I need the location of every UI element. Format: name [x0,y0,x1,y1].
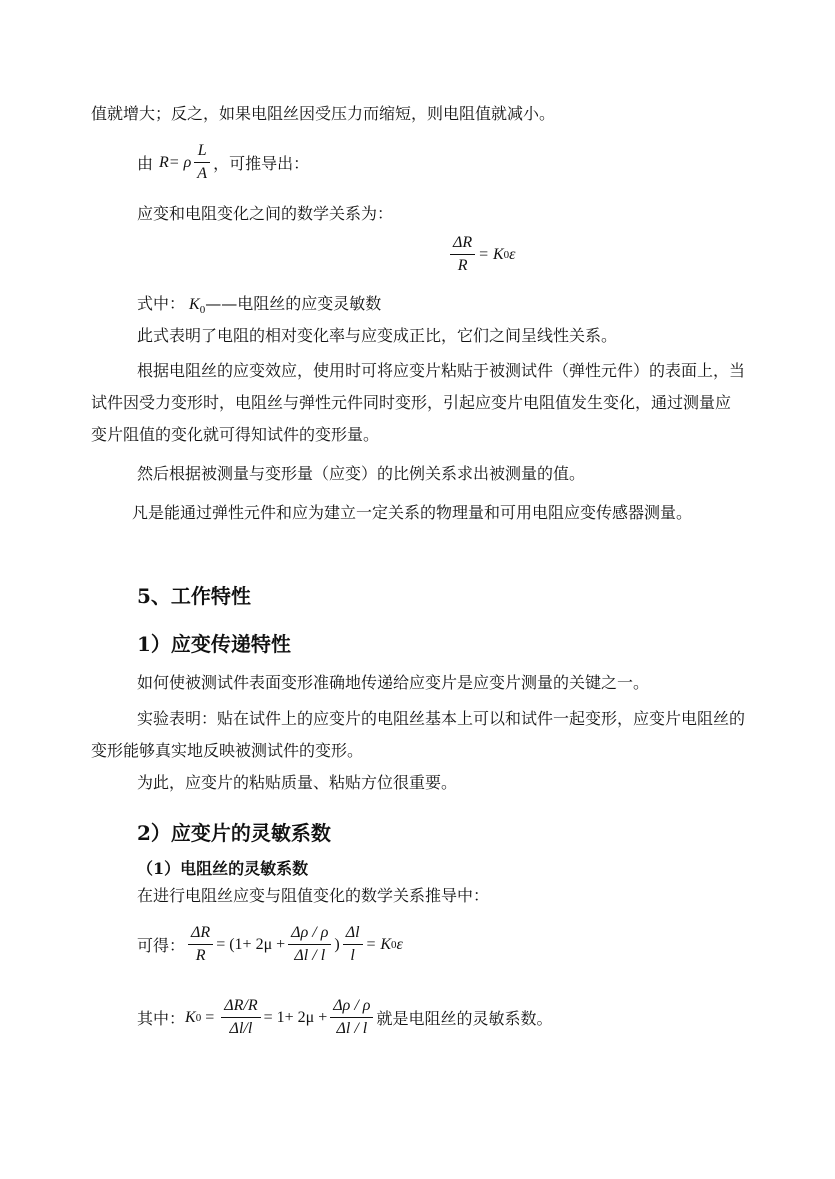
where-k: K [189,296,200,313]
fraction-drho-over-dl [288,922,331,967]
paragraph-how: 如何使被测试件表面变形准确地传递给应变片是应变片测量的关键之一。 [137,673,650,692]
fraction-numerator: L [194,140,210,163]
equation-prefix: 可得： [137,936,186,955]
fraction-denominator: Δl / l [294,947,326,964]
equation-gauge-factor [137,995,552,1040]
fraction-l-over-a [194,140,210,185]
equation-prefix: 其中： [137,1009,186,1028]
equation-k: K [185,1008,196,1026]
fraction-dr-over-r [188,922,213,967]
equation-end-sub: 0 [391,938,397,951]
equation-mid: = 1+ 2μ + [263,1008,328,1026]
where-line [137,294,381,320]
paragraph-linear: 此式表明了电阻的相对变化率与应变成正比，它们之间呈线性关系。 [137,326,618,345]
heading-strain-transfer: 1）应变传递特性 [137,632,291,656]
equation-close: ) [334,935,340,953]
paragraph-continuation: 值就增大；反之，如果电阻丝因受压力而缩短，则电阻值就减小。 [91,104,556,123]
equation-mid: = (1+ 2μ + [216,935,286,953]
heading-gauge-factor: 2）应变片的灵敏系数 [137,821,331,845]
formula-resistance [137,140,309,185]
formula-suffix: ，可推导出： [213,154,310,173]
fraction-denominator: R [195,947,206,964]
fraction-numerator: Δl [343,922,363,945]
fraction-dr-over-r [450,232,475,277]
where-k-sub: 0 [199,304,206,317]
paragraph-experiment: 实验表明：贴在试件上的应变片的电阻丝基本上可以和试件一起变形，应变片电阻丝的变形能够真实地反映被测试件的变形。 [91,709,746,760]
fraction-numerator: ΔR [450,232,475,255]
equation-end-k: = K [365,935,392,953]
fraction-denominator: l [350,947,355,964]
fraction-numerator: Δρ / ρ [330,995,373,1018]
paragraph-apply: 根据电阻丝的应变效应，使用时可将应变片粘贴于被测试件（弹性元件）的表面上，当试件因受力变形时，电阻丝与弹性元件同时变形，引起应变片电阻值发生变化，通过测量应变片阻值的变化就可得知试件的变形量。 [91,361,746,444]
fraction-numerator: ΔR/R [221,995,260,1018]
equation-rhs-k: = K [478,245,504,263]
formula-lhs: R [159,153,169,171]
heading-working-characteristics: 5、工作特性 [137,584,251,608]
paragraph-derivation: 在进行电阻丝应变与阻值变化的数学关系推导中： [137,886,490,905]
fraction-denominator: R [457,257,468,274]
equation-rhs-sub: 0 [503,248,510,261]
where-text: ——电阻丝的应变灵敏数 [205,294,382,313]
paragraph-then: 然后根据被测量与变形量（应变）的比例关系求出被测量的值。 [137,464,586,483]
fraction-drho-over-dl [330,995,373,1040]
fraction-denominator: Δl / l [336,1020,368,1037]
equation-suffix: 就是电阻丝的灵敏系数。 [376,1009,553,1028]
fraction-denominator: A [197,165,208,182]
paragraph-thus: 为此，应变片的粘贴质量、粘贴方位很重要。 [137,773,458,792]
fraction-numerator: ΔR [188,922,213,945]
equation-derived [137,922,403,967]
heading-wire-gauge-factor: （1）电阻丝的灵敏系数 [137,859,309,878]
equation-rhs-eps: ε [509,245,516,263]
equation-main [447,232,515,277]
fraction-dl-over-l [343,922,363,967]
equation-k-sub: 0 [195,1011,202,1024]
formula-prefix: 由 [137,154,154,173]
equation-end-eps: ε [396,935,403,953]
fraction-numerator: Δρ / ρ [288,922,331,945]
equation-eq: = [205,1008,215,1026]
formula-eq-rho: = ρ [168,153,192,171]
paragraph-any: 凡是能通过弹性元件和应为建立一定关系的物理量和可用电阻应变传感器测量。 [132,503,693,522]
fraction-denominator: Δl/l [229,1020,253,1037]
fraction-relative-r-over-relative-l [221,995,260,1040]
paragraph-relation: 应变和电阻变化之间的数学关系为： [137,204,394,223]
where-prefix: 式中： [137,294,186,313]
